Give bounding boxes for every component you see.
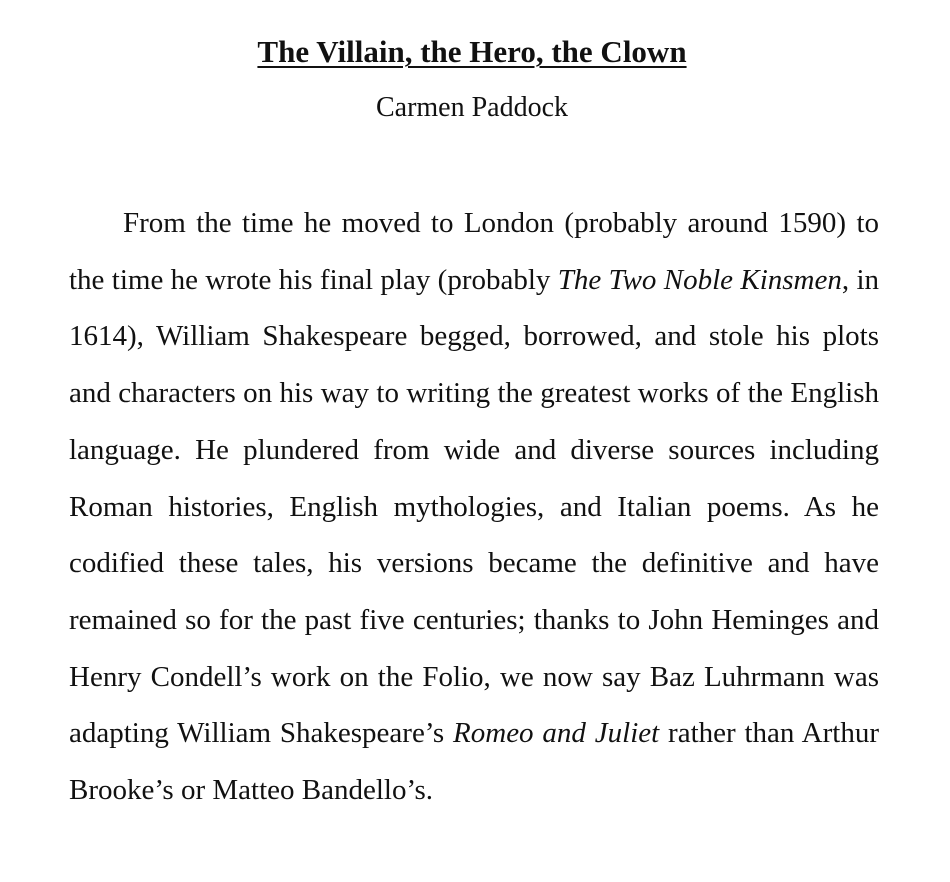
author-name: Carmen Paddock — [375, 92, 569, 123]
document-title: The Villain, the Hero, the Clown — [257, 34, 687, 69]
body-paragraph — [69, 195, 879, 819]
play-title-italic: The Two Noble Kinsmen — [557, 263, 842, 296]
play-title-italic: Romeo and Juliet — [453, 717, 660, 750]
paragraph-text: rather than Arthur Brooke’s or Matteo Bandello’s. — [69, 717, 879, 807]
paragraph-text: , in 1614), William Shakespeare begged, borrowed, and stole his plots and characters on his way to writing the greatest works of the English language. He plundered from wide and diverse sources including Roman histories, English mythologies, and Italian poems. As he codified these tales, his versions became the definitive and have remained so for the past five centuries; thanks to John Heminges and Henry Condell’s work on the Folio, we now say Baz Luhrmann was adapting William Shakespeare’s — [69, 263, 880, 750]
paragraph-text: From the time he moved to London (probably around 1590) to the time he wrote his final play (probably — [69, 207, 879, 296]
